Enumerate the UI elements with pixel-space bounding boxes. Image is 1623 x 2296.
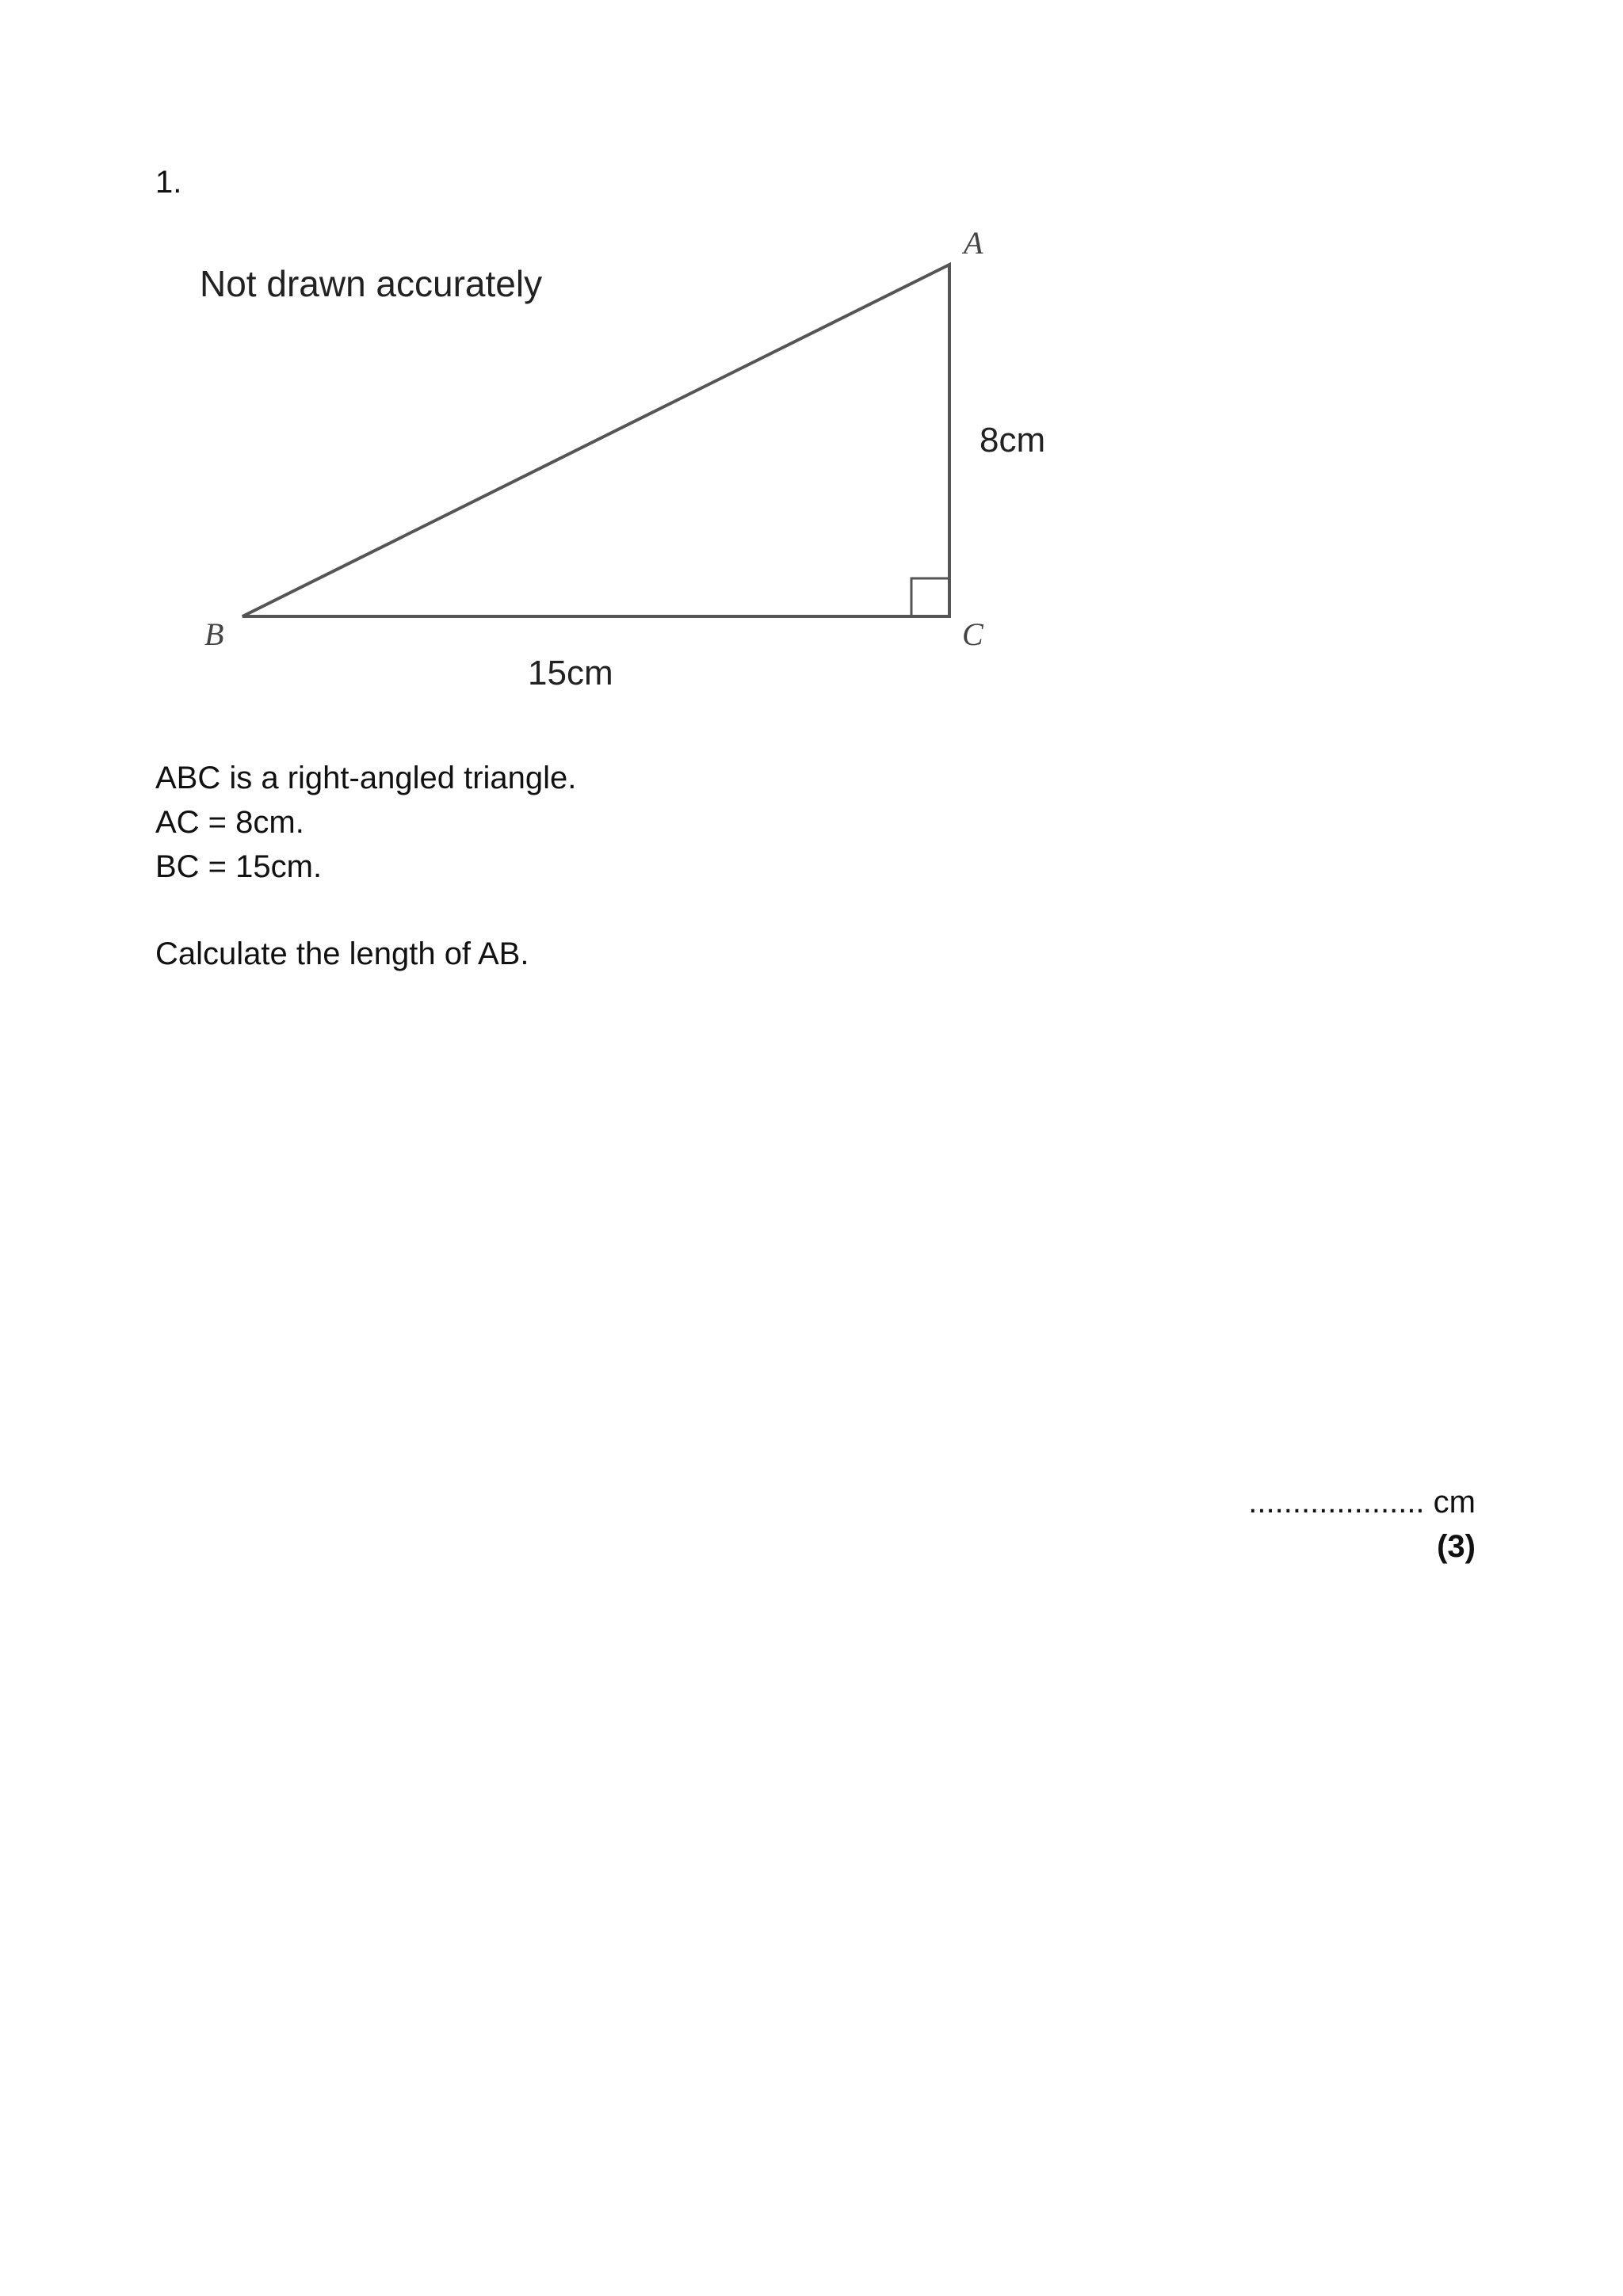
vertex-label-a: A [964, 225, 983, 261]
answer-line [1248, 1483, 1476, 1521]
statement-ac: AC = 8cm. [155, 805, 304, 840]
question-prompt: Calculate the length of AB. [155, 936, 529, 971]
answer-unit: cm [1433, 1485, 1476, 1520]
marks-label: (3) [1437, 1529, 1476, 1564]
vertex-label-b: B [204, 616, 224, 652]
triangle-figure [0, 0, 1623, 713]
figure-note: Not drawn accurately [200, 263, 543, 304]
answer-dots: .................... [1248, 1485, 1425, 1520]
question-number: 1. [155, 165, 182, 200]
statement-bc: BC = 15cm. [155, 849, 323, 884]
statement-triangle: ABC is a right-angled triangle. [155, 761, 577, 795]
vertex-label-c: C [962, 616, 983, 652]
right-angle-marker [911, 578, 949, 616]
triangle-abc [242, 265, 949, 616]
side-label-bc: 15cm [528, 654, 613, 692]
side-label-ac: 8cm [980, 421, 1046, 460]
